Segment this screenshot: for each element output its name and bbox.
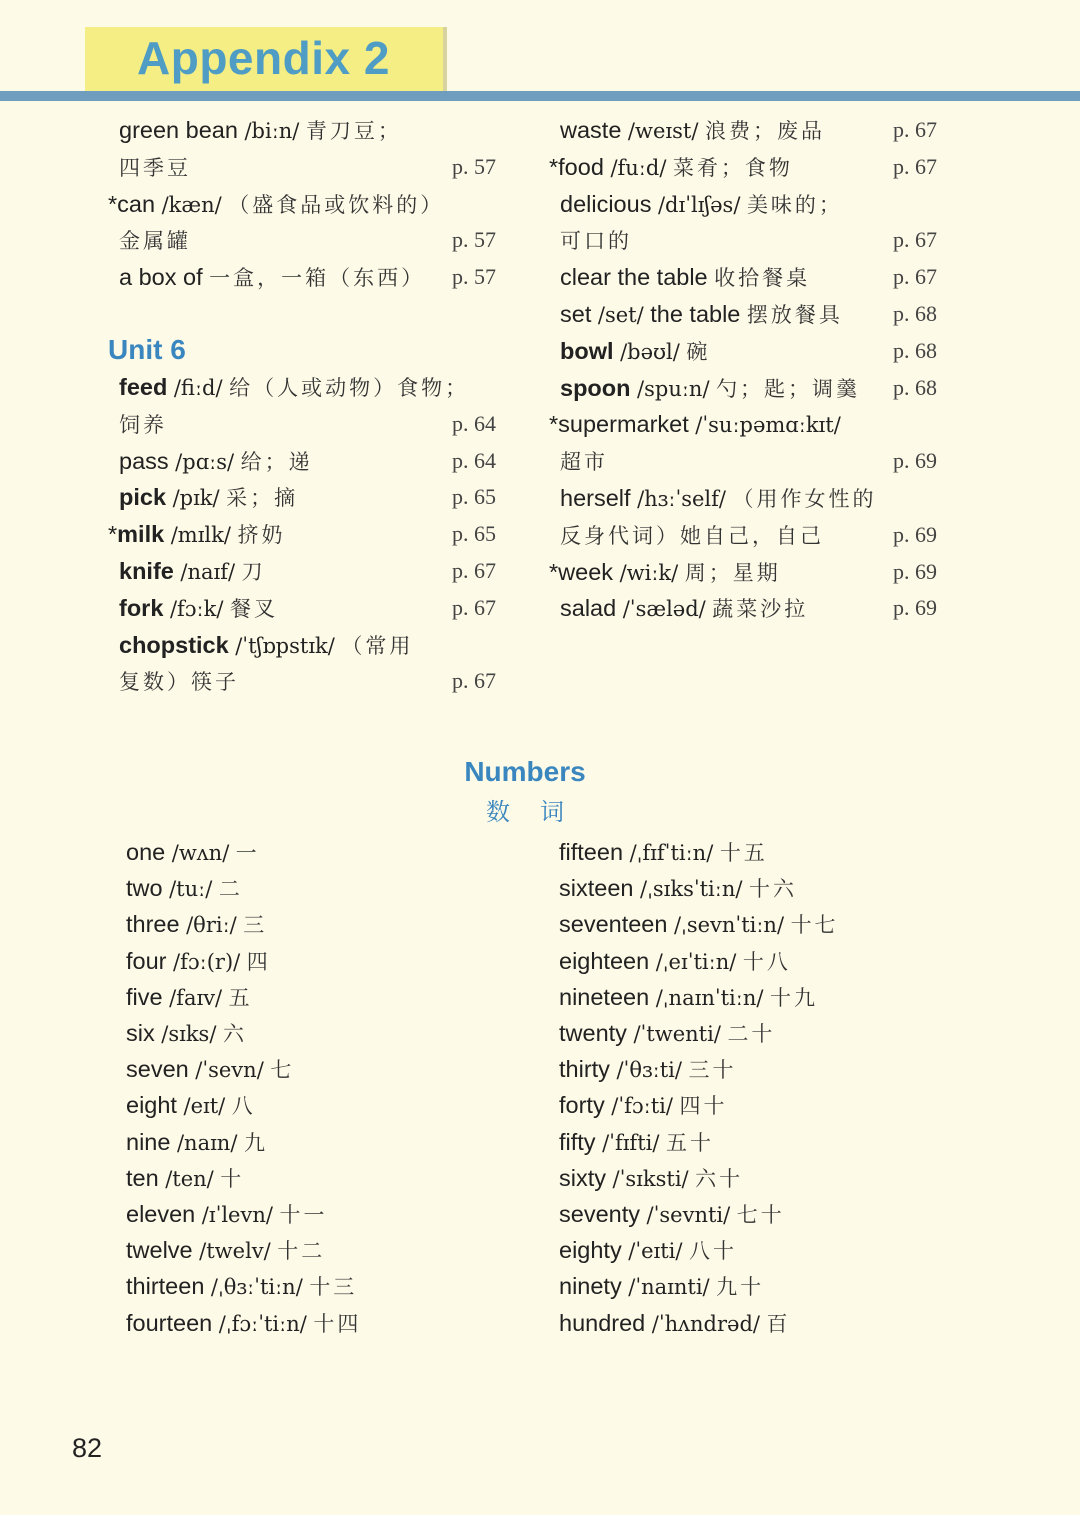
number-phonetic: /ˈfɔːti/ <box>611 1094 673 1119</box>
number-phonetic: /ˈsevn/ <box>195 1058 264 1083</box>
vocab-page-ref: p. 69 <box>893 448 937 474</box>
vocab-meaning: 餐叉 <box>229 596 278 621</box>
vocab-page-ref: p. 67 <box>893 117 937 142</box>
numbers-heading: Numbers <box>464 756 586 787</box>
number-entry <box>126 980 253 1014</box>
vocab-word: green bean <box>119 117 238 143</box>
vocab-meaning: 饲养 <box>119 412 167 437</box>
number-meaning: 十三 <box>309 1275 358 1300</box>
number-word: fifteen <box>559 839 624 865</box>
vocab-page-ref: p. 69 <box>893 595 937 621</box>
vocab-meaning: 菜肴；食物 <box>672 155 793 180</box>
number-phonetic: /ˌeɪˈtiːn/ <box>655 949 737 974</box>
vocab-meaning: 超市 <box>560 450 608 475</box>
vocab-page-ref: p. 67 <box>452 594 496 620</box>
vocab-word: bowl <box>560 337 614 364</box>
number-entry <box>559 1233 737 1267</box>
number-meaning: 一 <box>235 841 260 865</box>
vocab-entry <box>119 591 278 625</box>
vocab-meaning: 四季豆 <box>119 155 191 180</box>
number-word: five <box>126 983 163 1010</box>
vocab-meaning: 收拾餐桌 <box>714 266 811 291</box>
page-title: Appendix 2 <box>137 32 390 84</box>
number-word: ten <box>126 1164 159 1191</box>
number-phonetic: /ten/ <box>165 1166 214 1191</box>
vocab-page-ref: p. 57 <box>452 264 496 290</box>
number-entry <box>559 871 797 905</box>
number-entry <box>126 1125 268 1159</box>
vocab-word: set <box>560 301 592 327</box>
vocab-phonetic: /ˈsæləd/ <box>622 597 706 622</box>
vocab-phonetic: /bəʊl/ <box>620 339 680 364</box>
number-phonetic: /ˈfɪfti/ <box>602 1130 660 1155</box>
vocab-phonetic: /fuːd/ <box>610 155 667 180</box>
vocab-meaning: 摆放餐具 <box>746 303 843 327</box>
vocab-page-ref: p. 69 <box>893 558 937 584</box>
vocab-word: chopstick <box>119 631 229 658</box>
vocab-page-ref: p. 67 <box>893 227 937 253</box>
number-entry <box>126 907 267 941</box>
number-word: three <box>126 911 180 938</box>
vocab-page-ref: p. 67 <box>452 558 496 583</box>
number-word: forty <box>559 1092 605 1119</box>
vocab-page-ref: p. 65 <box>452 484 496 510</box>
number-entry <box>126 1088 256 1122</box>
number-meaning: 四十 <box>679 1094 728 1119</box>
number-entry <box>126 871 243 905</box>
vocab-entry <box>560 223 632 257</box>
number-meaning: 百 <box>766 1311 791 1336</box>
number-word: two <box>126 875 163 902</box>
vocab-meaning: 可口的 <box>560 229 632 254</box>
vocab-meaning: 给；递 <box>240 449 313 474</box>
vocab-page-ref: p. 65 <box>452 521 496 547</box>
vocab-meaning: 青刀豆； <box>305 119 402 143</box>
vocab-entry <box>549 150 793 184</box>
vocab-page-ref: p. 68 <box>893 301 937 326</box>
vocab-entry <box>560 260 810 294</box>
vocab-word: supermarket <box>558 411 689 438</box>
number-phonetic: /sɪks/ <box>161 1022 217 1046</box>
number-entry <box>559 1269 764 1303</box>
vocab-word: can <box>117 190 156 217</box>
vocab-word: food <box>558 153 604 180</box>
vocab-meaning: 勺；匙；调羹 <box>716 376 861 401</box>
number-word: sixteen <box>559 875 634 902</box>
vocab-entry <box>549 407 841 441</box>
vocab-entry <box>560 371 860 405</box>
vocab-meaning: 美味的； <box>746 192 843 217</box>
vocab-meaning: 给（人或动物）食物； <box>229 376 470 400</box>
number-word: six <box>126 1020 155 1046</box>
vocab-phonetic: /pɪk/ <box>172 486 220 511</box>
vocab-meaning: 周；星期 <box>684 560 781 585</box>
number-word: fourteen <box>126 1309 213 1336</box>
vocab-entry <box>119 260 425 294</box>
vocab-word: fork <box>119 594 164 621</box>
vocab-entry <box>108 517 285 551</box>
vocab-entry <box>119 664 239 698</box>
star-marker: * <box>108 521 118 548</box>
number-phonetic: /tuː/ <box>169 877 213 902</box>
number-entry <box>559 980 818 1014</box>
vocab-word: clear the table <box>560 264 708 291</box>
number-word: four <box>126 947 167 974</box>
number-phonetic: /ˈθɜːti/ <box>616 1058 682 1083</box>
vocab-entry <box>119 113 402 147</box>
vocab-meaning: 反身代词）她自己，自己 <box>560 523 824 548</box>
number-phonetic: /ˈsɪksti/ <box>612 1166 689 1191</box>
number-meaning: 十四 <box>313 1311 362 1336</box>
number-entry <box>126 1197 328 1231</box>
number-meaning: 三十 <box>688 1058 737 1083</box>
number-entry <box>559 944 791 978</box>
number-entry <box>126 1269 357 1303</box>
vocab-word: herself <box>560 485 631 511</box>
vocab-phonetic: /pɑːs/ <box>175 449 235 474</box>
number-phonetic: /ˌsɪksˈtiːn/ <box>640 877 743 902</box>
number-meaning: 三 <box>243 913 268 938</box>
vocab-entry <box>119 407 167 441</box>
number-entry <box>126 1306 361 1340</box>
vocab-word: salad <box>560 595 617 622</box>
vocab-word: a box of <box>119 264 203 291</box>
number-meaning: 十五 <box>719 841 768 865</box>
vocab-entry <box>560 113 825 147</box>
vocab-meaning: （盛食品或饮料的） <box>228 192 445 217</box>
number-entry <box>559 1125 714 1159</box>
number-word: one <box>126 839 166 865</box>
number-phonetic: /ˌnaɪnˈtiːn/ <box>655 985 764 1010</box>
number-meaning: 八十 <box>689 1239 738 1264</box>
number-phonetic: /twelv/ <box>199 1239 271 1264</box>
vocab-page-ref: p. 68 <box>893 374 937 400</box>
vocab-word: delicious <box>560 190 652 217</box>
vocab-phonetic: /ˈsuːpəmɑːkɪt/ <box>695 413 841 438</box>
star-marker: * <box>549 153 559 180</box>
number-meaning: 十七 <box>790 913 839 938</box>
number-phonetic: /ˈnaɪnti/ <box>628 1275 710 1300</box>
number-word: twenty <box>559 1020 627 1046</box>
unit-heading: Unit 6 <box>108 334 186 365</box>
vocab-word: week <box>558 558 614 585</box>
number-phonetic: /fɔː(r)/ <box>173 949 241 974</box>
number-word: eighteen <box>559 947 650 974</box>
vocab-entry <box>560 518 824 552</box>
number-phonetic: /eɪt/ <box>183 1094 226 1119</box>
star-marker: * <box>549 558 559 585</box>
vocab-phonetic: /dɪˈlɪʃəs/ <box>657 192 741 217</box>
number-phonetic: /ɪˈlevn/ <box>201 1203 273 1227</box>
vocab-meaning: 采；摘 <box>226 486 299 511</box>
vocab-word: the table <box>650 301 741 327</box>
number-entry <box>126 1233 325 1267</box>
number-word: hundred <box>559 1309 646 1336</box>
vocab-phonetic: /fiːd/ <box>173 376 223 400</box>
vocab-phonetic: /biːn/ <box>244 119 300 143</box>
vocab-entry <box>560 481 877 515</box>
vocab-entry <box>560 444 608 478</box>
vocab-page-ref: p. 57 <box>452 227 496 253</box>
number-entry <box>559 1016 775 1050</box>
number-meaning: 六 <box>222 1022 247 1046</box>
number-meaning: 九十 <box>716 1275 765 1300</box>
vocab-phonetic: /weɪst/ <box>627 119 699 143</box>
number-meaning: 七 <box>270 1058 295 1083</box>
page-number: 82 <box>72 1433 103 1463</box>
number-meaning: 十八 <box>742 949 791 974</box>
number-meaning: 八 <box>231 1094 256 1119</box>
number-entry <box>559 1161 743 1195</box>
vocab-entry <box>119 150 191 184</box>
vocab-phonetic: /hɜːˈself/ <box>637 487 726 511</box>
number-entry <box>559 1306 791 1340</box>
vocab-phonetic: /fɔːk/ <box>169 596 224 621</box>
number-phonetic: /ˌsevnˈtiːn/ <box>673 913 785 938</box>
vocab-page-ref: p. 67 <box>893 153 937 179</box>
number-meaning: 五十 <box>665 1130 714 1155</box>
number-meaning: 十二 <box>277 1239 326 1264</box>
number-word: thirteen <box>126 1273 205 1300</box>
vocab-meaning: 挤奶 <box>237 523 286 548</box>
number-phonetic: /faɪv/ <box>169 985 223 1010</box>
number-word: eighty <box>559 1237 622 1264</box>
number-meaning: 十九 <box>769 985 818 1010</box>
number-word: nine <box>126 1128 171 1155</box>
number-entry <box>126 1016 247 1050</box>
number-phonetic: /ˈhʌndrəd/ <box>651 1311 760 1336</box>
number-meaning: 九 <box>243 1130 268 1155</box>
vocab-page-ref: p. 64 <box>452 447 496 473</box>
vocab-entry <box>119 480 298 514</box>
vocab-word: spoon <box>560 374 631 401</box>
vocab-entry <box>119 628 413 662</box>
number-phonetic: /ˌθɜːˈtiːn/ <box>210 1275 303 1300</box>
number-entry <box>559 907 839 941</box>
vocab-phonetic: /wiːk/ <box>619 560 679 585</box>
vocab-word: feed <box>119 374 168 400</box>
number-entry <box>559 1197 785 1231</box>
vocab-entry <box>560 187 843 221</box>
number-word: twelve <box>126 1237 193 1264</box>
vocab-word: waste <box>560 117 622 143</box>
number-word: seventeen <box>559 911 668 938</box>
numbers-subheading: 数词 <box>486 798 594 826</box>
number-phonetic: /θriː/ <box>186 913 237 938</box>
number-word: eleven <box>126 1201 196 1227</box>
vocab-meaning: 蔬菜沙拉 <box>712 597 809 622</box>
vocab-meaning: 一盒，一箱（东西） <box>209 266 426 291</box>
number-entry <box>559 835 768 869</box>
number-meaning: 十 <box>220 1166 245 1191</box>
number-word: nineteen <box>559 983 650 1010</box>
vocab-phonetic: /naɪf/ <box>180 560 236 584</box>
number-meaning: 五 <box>228 985 253 1010</box>
vocab-phonetic: /ˈtʃɒpstɪk/ <box>235 633 335 658</box>
vocab-meaning: 金属罐 <box>119 229 191 254</box>
vocab-entry <box>108 187 444 221</box>
number-phonetic: /ˈtwenti/ <box>633 1022 721 1046</box>
vocab-meaning: 刀 <box>241 560 266 584</box>
vocab-meaning: 复数）筷子 <box>119 670 239 695</box>
number-word: fifty <box>559 1128 596 1155</box>
vocab-page-ref: p. 68 <box>893 337 937 363</box>
vocab-entry <box>560 591 808 625</box>
number-phonetic: /ˌfɪfˈtiːn/ <box>629 841 714 865</box>
number-entry <box>126 835 260 869</box>
number-entry <box>559 1088 727 1122</box>
vocab-meaning: 浪费；废品 <box>704 119 825 143</box>
number-meaning: 四 <box>246 949 271 974</box>
vocab-entry <box>119 223 191 257</box>
vocab-page-ref: p. 69 <box>893 521 937 547</box>
header-rule <box>0 91 1080 101</box>
vocab-word: pick <box>119 484 167 511</box>
number-meaning: 十六 <box>748 877 797 902</box>
vocab-phonetic: /spuːn/ <box>637 376 710 401</box>
vocab-page-ref: p. 67 <box>893 264 937 290</box>
number-meaning: 二 <box>218 877 243 902</box>
number-phonetic: /naɪn/ <box>176 1130 238 1155</box>
vocab-entry <box>549 555 781 589</box>
number-word: seventy <box>559 1201 640 1227</box>
number-meaning: 二十 <box>727 1022 776 1046</box>
vocab-phonetic: /kæn/ <box>161 192 222 217</box>
vocab-word: milk <box>117 521 165 548</box>
vocab-page-ref: p. 64 <box>452 410 496 436</box>
number-meaning: 六十 <box>695 1166 744 1191</box>
vocab-page-ref: p. 67 <box>452 668 496 694</box>
vocab-entry <box>560 334 710 368</box>
number-meaning: 十一 <box>279 1203 328 1227</box>
vocab-word: pass <box>119 447 169 474</box>
number-meaning: 七十 <box>736 1203 785 1227</box>
vocab-page-ref: p. 57 <box>452 153 496 179</box>
number-word: thirty <box>559 1056 610 1083</box>
vocab-meaning: （常用 <box>341 633 414 658</box>
number-word: sixty <box>559 1164 606 1191</box>
number-word: ninety <box>559 1273 622 1300</box>
vocab-phonetic: /mɪlk/ <box>170 523 231 548</box>
vocab-word: knife <box>119 558 174 584</box>
star-marker: * <box>108 190 118 217</box>
vocab-entry <box>119 444 313 478</box>
number-phonetic: /ˌfɔːˈtiːn/ <box>218 1311 307 1336</box>
vocab-phonetic: /set/ <box>597 303 644 327</box>
number-entry <box>559 1052 736 1086</box>
vocab-entry <box>119 554 266 588</box>
number-phonetic: /ˈsevnti/ <box>646 1203 731 1227</box>
number-entry <box>126 1052 294 1086</box>
number-entry <box>126 944 271 978</box>
vocab-meaning: 碗 <box>686 339 711 364</box>
vocab-meaning: （用作女性的 <box>732 487 877 511</box>
vocab-entry <box>560 297 843 331</box>
number-phonetic: /ˈeɪti/ <box>628 1239 683 1264</box>
number-word: seven <box>126 1056 189 1083</box>
number-phonetic: /wʌn/ <box>171 841 230 865</box>
number-entry <box>126 1161 244 1195</box>
number-word: eight <box>126 1092 177 1119</box>
vocab-entry <box>119 370 469 404</box>
star-marker: * <box>549 411 559 438</box>
